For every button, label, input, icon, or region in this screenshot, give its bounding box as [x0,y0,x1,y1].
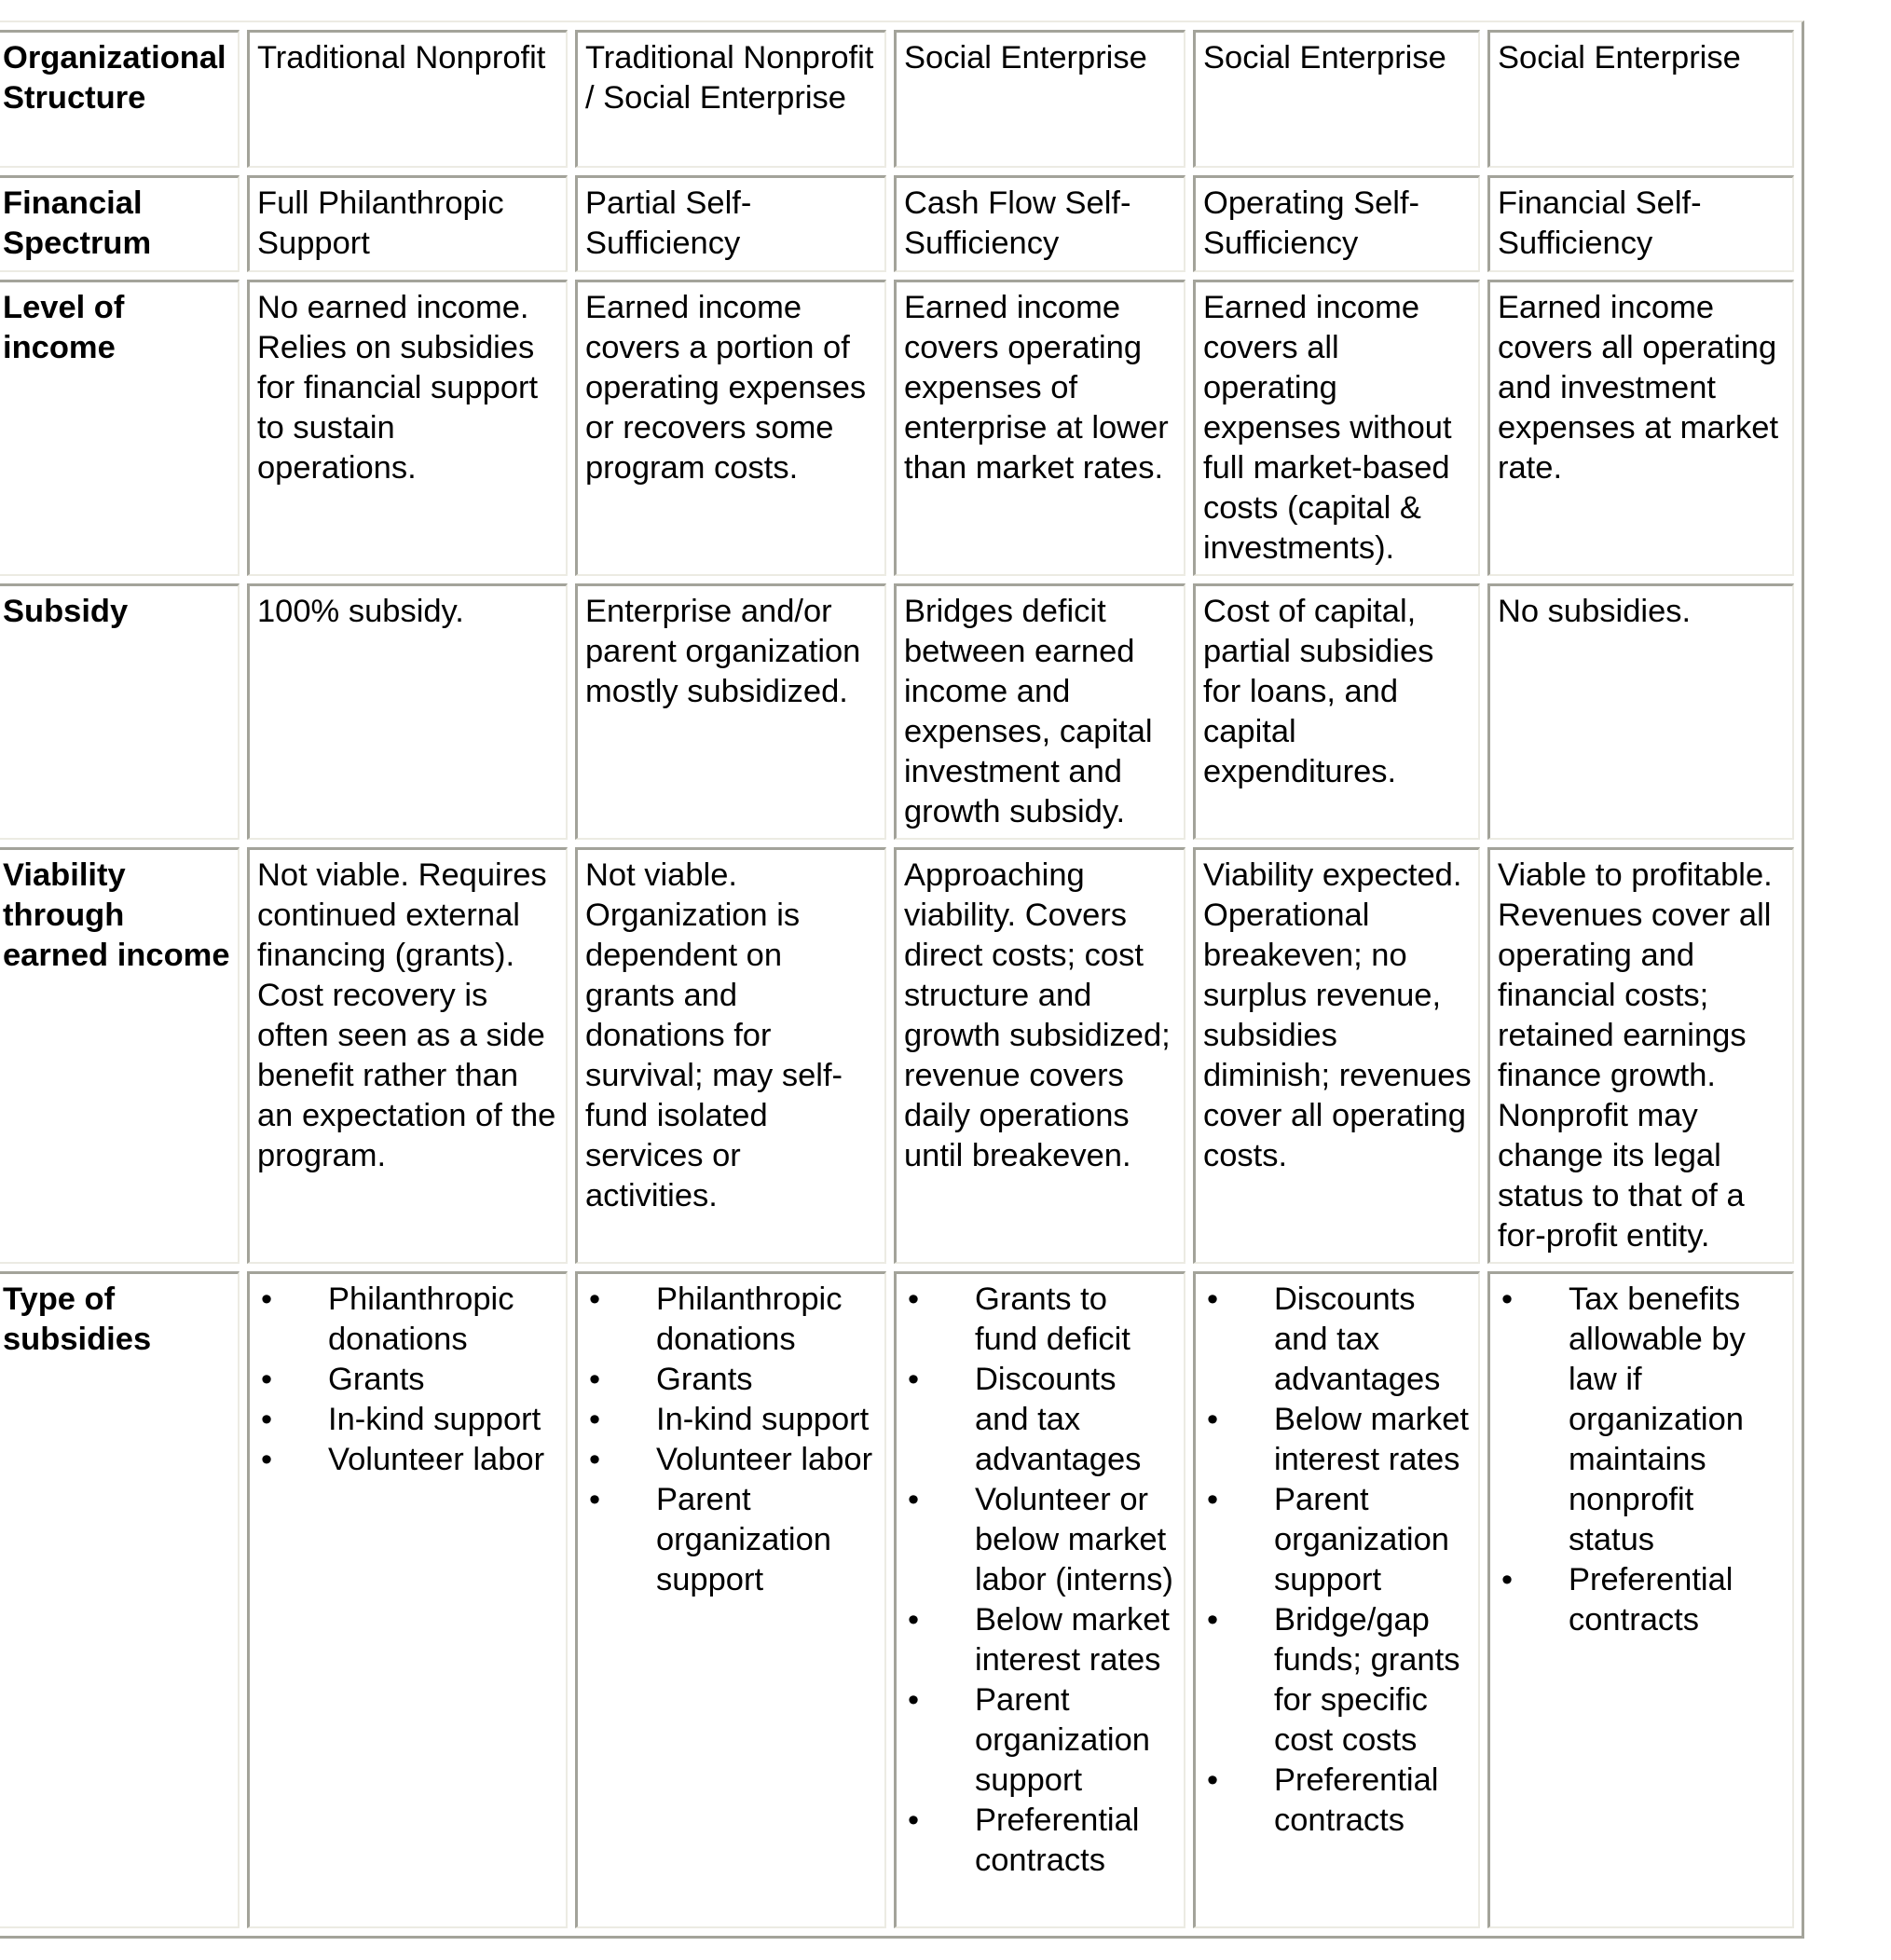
table-cell [575,1271,886,1928]
bullet-icon: • [261,1362,273,1397]
table-row [0,30,1794,168]
list-item [257,1280,560,1360]
list-item-text: Grants to fund deficit [975,1282,1130,1357]
table-cell [1487,1271,1794,1928]
list-item-text: Discounts and tax advantages [1274,1282,1441,1397]
bullet-icon: • [908,1362,920,1397]
list-item [585,1480,879,1600]
row-header: Viability through earned income [0,847,240,1264]
table-cell [894,1271,1185,1928]
table-cell: Earned income covers all operating and investment expenses at market rate. [1487,280,1794,576]
table-cell: Earned income covers operating expenses of enterprise at lower than market rates. [894,280,1185,576]
list-item-text: Parent organization support [656,1482,831,1597]
table-cell: Traditional Nonprofit / Social Enterprise [575,30,886,168]
list-item [1203,1280,1473,1400]
list-item [585,1440,879,1480]
table-cell: Not viable. Requires continued external financing (grants). Cost recovery is often seen as a side benefit rather than an expectation of the program. [247,847,568,1264]
list-item [904,1680,1178,1801]
bullet-list [904,1280,1178,1881]
table-cell: Cash Flow Self-Sufficiency [894,175,1185,272]
list-item [257,1360,560,1400]
list-item-text: Volunteer labor [328,1442,545,1477]
table-cell: Social Enterprise [894,30,1185,168]
list-item [1203,1400,1473,1480]
list-item [904,1480,1178,1600]
list-item-text: Preferential contracts [1274,1762,1439,1838]
list-item-text: Discounts and tax advantages [975,1362,1142,1477]
list-item-text: Volunteer or below market labor (interns) [975,1482,1173,1597]
bullet-icon: • [908,1282,920,1317]
list-item-text: Grants [656,1362,753,1397]
list-item-text: Below market interest rates [975,1602,1170,1678]
list-item [1203,1600,1473,1761]
table-cell: Financial Self-Sufficiency [1487,175,1794,272]
list-item [257,1440,560,1480]
list-item-text: Tax benefits allowable by law if organization maintains nonprofit status [1569,1282,1746,1557]
row-header: Subsidy [0,583,240,840]
bullet-icon: • [908,1802,920,1838]
table-cell: Not viable. Organization is dependent on grants and donations for survival; may self-fund isolated services or activities. [575,847,886,1264]
list-item [904,1360,1178,1480]
list-item [904,1801,1178,1881]
list-item [1203,1480,1473,1600]
table-row [0,583,1794,840]
bullet-icon: • [261,1442,273,1477]
table-row [0,847,1794,1264]
table-cell: Earned income covers all operating expenses without full market-based costs (capital & investments). [1193,280,1480,576]
table-cell: Viability expected. Operational breakeven; no surplus revenue, subsidies diminish; revenues cover all operating costs. [1193,847,1480,1264]
list-item-text: Below market interest rates [1274,1402,1469,1477]
list-item-text: Philanthropic donations [656,1282,843,1357]
bullet-icon: • [1207,1282,1219,1317]
list-item-text: Grants [328,1362,425,1397]
list-item-text: In-kind support [656,1402,870,1437]
list-item-text: Bridge/gap funds; grants for specific cost costs [1274,1602,1460,1758]
bullet-icon: • [1207,1482,1219,1517]
table-cell: Operating Self-Sufficiency [1193,175,1480,272]
table-cell: Partial Self-Sufficiency [575,175,886,272]
bullet-icon: • [1501,1282,1514,1317]
list-item [904,1280,1178,1360]
bullet-icon: • [1207,1402,1219,1437]
bullet-icon: • [589,1442,601,1477]
table-cell: Enterprise and/or parent organization mostly subsidized. [575,583,886,840]
table-cell [247,1271,568,1928]
table-cell: 100% subsidy. [247,583,568,840]
table-cell: Approaching viability. Covers direct costs; cost structure and growth subsidized; revenue covers daily operations until breakeven. [894,847,1185,1264]
bullet-icon: • [589,1282,601,1317]
list-item [585,1360,879,1400]
list-item [1203,1761,1473,1841]
list-item [1498,1280,1787,1560]
list-item [585,1280,879,1360]
list-item-text: Volunteer labor [656,1442,873,1477]
bullet-icon: • [1207,1602,1219,1638]
bullet-icon: • [908,1602,920,1638]
bullet-icon: • [1207,1762,1219,1798]
list-item-text: Preferential contracts [975,1802,1140,1878]
table-cell: Cost of capital, partial subsidies for loans, and capital expenditures. [1193,583,1480,840]
list-item-text: Preferential contracts [1569,1562,1733,1638]
row-header: Organizational Structure [0,30,240,168]
row-header: Financial Spectrum [0,175,240,272]
table-row [0,280,1794,576]
bullet-list [257,1280,560,1480]
list-item-text: Parent organization support [1274,1482,1449,1597]
table-cell: Social Enterprise [1193,30,1480,168]
table-row-subsidy-types [0,1271,1794,1928]
table-cell: Bridges deficit between earned income and expenses, capital investment and growth subsidy. [894,583,1185,840]
table-cell: Social Enterprise [1487,30,1794,168]
table-cell: No subsidies. [1487,583,1794,840]
table-cell: Traditional Nonprofit [247,30,568,168]
bullet-list [585,1280,879,1600]
financial-spectrum-table [0,21,1804,1939]
list-item-text: Parent organization support [975,1682,1150,1798]
bullet-icon: • [589,1362,601,1397]
bullet-icon: • [261,1282,273,1317]
bullet-icon: • [589,1482,601,1517]
table-cell: Viable to profitable. Revenues cover all operating and financial costs; retained earnings finance growth. Nonprofit may change its legal status to that of a for-profit entity. [1487,847,1794,1264]
bullet-icon: • [908,1682,920,1718]
bullet-icon: • [589,1402,601,1437]
list-item-text: Philanthropic donations [328,1282,514,1357]
table-row [0,175,1794,272]
bullet-list [1498,1280,1787,1640]
row-header: Type of subsidies [0,1271,240,1928]
list-item [904,1600,1178,1680]
bullet-list [1203,1280,1473,1841]
row-header: Level of income [0,280,240,576]
table-cell: Full Philanthropic Support [247,175,568,272]
table-cell: Earned income covers a portion of operating expenses or recovers some program costs. [575,280,886,576]
list-item [585,1400,879,1440]
list-item [257,1400,560,1440]
table-cell: No earned income. Relies on subsidies for financial support to sustain operations. [247,280,568,576]
table-cell [1193,1271,1480,1928]
list-item [1498,1560,1787,1640]
bullet-icon: • [908,1482,920,1517]
list-item-text: In-kind support [328,1402,541,1437]
bullet-icon: • [1501,1562,1514,1597]
bullet-icon: • [261,1402,273,1437]
